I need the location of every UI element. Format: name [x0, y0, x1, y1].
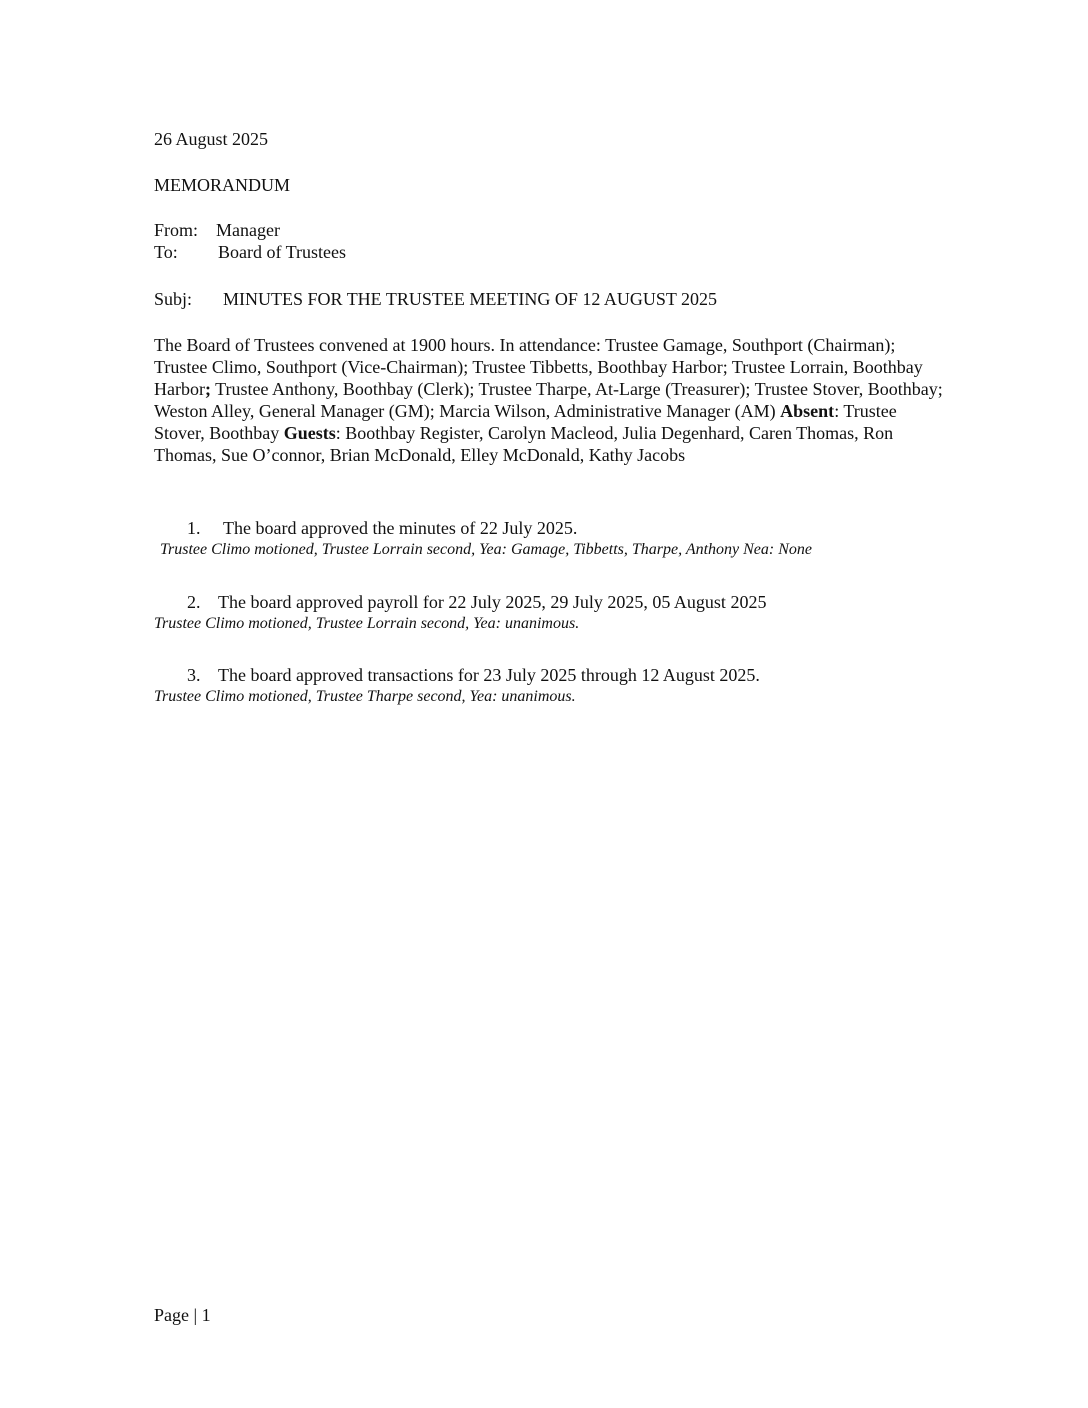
attendance-intro: The Board of Trustees convened at 1900 hours. In attendance: Trustee Gamage, Southport (Chairman); Trustee Climo, Southport (Vice-Chairman); Trustee Tibbetts, Boothbay Harbor; Trustee Lorrain, Boothbay Harbor [154, 335, 923, 399]
subject-value: MINUTES FOR THE TRUSTEE MEETING OF 12 AUGUST 2025 [223, 289, 718, 309]
item-vote: Trustee Climo motioned, Trustee Tharpe second, Yea: unanimous. [154, 688, 576, 705]
from-label: From: [154, 220, 199, 240]
item-number: 3. [187, 665, 201, 685]
item-number: 2. [187, 592, 201, 612]
item-text: The board approved payroll for 22 July 2025, 29 July 2025, 05 August 2025 [218, 592, 767, 612]
item-number: 1. [187, 518, 201, 538]
item-vote: Trustee Climo motioned, Trustee Lorrain second, Yea: unanimous. [154, 615, 580, 632]
memo-date: 26 August 2025 [154, 129, 269, 149]
memo-heading: MEMORANDUM [154, 175, 291, 195]
page-number-footer: Page | 1 [154, 1305, 211, 1325]
to-label: To: [154, 242, 178, 262]
absent-label: Absent [780, 401, 835, 421]
subject-label: Subj: [154, 289, 193, 309]
attendance-paragraph [154, 334, 944, 466]
to-value: Board of Trustees [218, 242, 347, 262]
attendance-semicolon: ; [204, 379, 211, 399]
item-text: The board approved the minutes of 22 July 2025. [223, 518, 578, 538]
item-vote: Trustee Climo motioned, Trustee Lorrain second, Yea: Gamage, Tibbetts, Tharpe, Anthony Nea: None [160, 541, 813, 558]
from-value: Manager [216, 220, 280, 240]
absent-text: : Trustee Stover, Boothbay [154, 401, 897, 443]
attendance-rest: Trustee Anthony, Boothbay (Clerk); Trustee Tharpe, At-Large (Treasurer); Trustee Stover, Boothbay; Weston Alley, General Manager (GM); Marcia Wilson, Administrative Manager (AM) [154, 379, 943, 421]
guests-text: : Boothbay Register, Carolyn Macleod, Julia Degenhard, Caren Thomas, Ron Thomas, Sue O’connor, Brian McDonald, Elley McDonald, Kathy Jacobs [154, 423, 894, 465]
guests-label: Guests [283, 423, 336, 443]
item-text: The board approved transactions for 23 July 2025 through 12 August 2025. [218, 665, 760, 685]
